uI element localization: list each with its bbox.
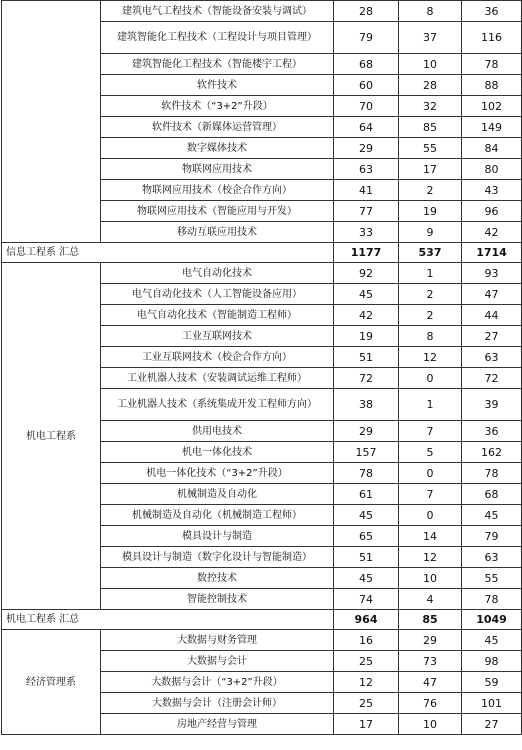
count-total-cell: 45 [462, 505, 522, 526]
count-col2-cell: 12 [399, 347, 462, 368]
count-col1-cell: 28 [334, 1, 399, 22]
count-total-cell: 63 [462, 547, 522, 568]
count-col1-cell: 60 [334, 75, 399, 96]
count-col1-cell: 17 [334, 714, 399, 735]
summary-col2-cell: 85 [399, 610, 462, 630]
count-col1-cell: 41 [334, 180, 399, 201]
count-col1-cell: 45 [334, 284, 399, 305]
count-col2-cell: 4 [399, 589, 462, 610]
major-cell: 建筑智能化工程技术（工程设计与项目管理） [101, 22, 334, 54]
major-cell: 移动互联应用技术 [101, 222, 334, 243]
major-cell: 物联网应用技术 [101, 159, 334, 180]
count-col2-cell: 47 [399, 672, 462, 693]
count-col2-cell: 12 [399, 547, 462, 568]
summary-label-cell: 机电工程系 汇总 [2, 610, 334, 630]
count-col2-cell: 7 [399, 421, 462, 442]
summary-total-cell: 1714 [462, 243, 522, 263]
major-cell: 软件技术（“3+2”升段） [101, 96, 334, 117]
count-total-cell: 78 [462, 54, 522, 75]
summary-row [2, 610, 522, 630]
department-cell: 机电工程系 [2, 263, 101, 610]
count-col1-cell: 64 [334, 117, 399, 138]
major-cell: 电气自动化技术（智能制造工程师） [101, 305, 334, 326]
major-cell: 模具设计与制造（数字化设计与智能制造） [101, 547, 334, 568]
count-col1-cell: 72 [334, 368, 399, 389]
count-total-cell: 47 [462, 284, 522, 305]
count-col1-cell: 68 [334, 54, 399, 75]
count-total-cell: 55 [462, 568, 522, 589]
department-cell: 经济管理系 [2, 630, 101, 735]
count-total-cell: 96 [462, 201, 522, 222]
count-col2-cell: 5 [399, 442, 462, 463]
table-row [2, 263, 522, 284]
count-col1-cell: 12 [334, 672, 399, 693]
count-col1-cell: 157 [334, 442, 399, 463]
major-cell: 大数据与会计（“3+2”升段） [101, 672, 334, 693]
summary-row [2, 243, 522, 263]
major-cell: 房地产经营与管理 [101, 714, 334, 735]
count-col2-cell: 14 [399, 526, 462, 547]
count-col1-cell: 38 [334, 389, 399, 421]
count-col2-cell: 73 [399, 651, 462, 672]
count-col2-cell: 32 [399, 96, 462, 117]
count-col1-cell: 70 [334, 96, 399, 117]
count-col1-cell: 78 [334, 463, 399, 484]
count-total-cell: 45 [462, 630, 522, 651]
major-cell: 工业机器人技术（安装调试运维工程师） [101, 368, 334, 389]
count-col1-cell: 63 [334, 159, 399, 180]
count-total-cell: 63 [462, 347, 522, 368]
count-col2-cell: 1 [399, 389, 462, 421]
count-col2-cell: 17 [399, 159, 462, 180]
count-total-cell: 98 [462, 651, 522, 672]
count-col2-cell: 0 [399, 463, 462, 484]
major-cell: 数字媒体技术 [101, 138, 334, 159]
major-cell: 建筑电气工程技术（智能设备安装与调试） [101, 1, 334, 22]
count-total-cell: 42 [462, 222, 522, 243]
count-total-cell: 116 [462, 22, 522, 54]
count-col1-cell: 19 [334, 326, 399, 347]
table-row [2, 630, 522, 651]
count-total-cell: 39 [462, 389, 522, 421]
count-total-cell: 27 [462, 326, 522, 347]
count-col1-cell: 29 [334, 421, 399, 442]
count-col1-cell: 77 [334, 201, 399, 222]
count-col1-cell: 51 [334, 347, 399, 368]
count-total-cell: 78 [462, 589, 522, 610]
major-cell: 供用电技术 [101, 421, 334, 442]
count-col2-cell: 37 [399, 22, 462, 54]
major-cell: 建筑智能化工程技术（智能楼宇工程） [101, 54, 334, 75]
major-cell: 机电一体化技术 [101, 442, 334, 463]
major-cell: 大数据与会计 [101, 651, 334, 672]
count-total-cell: 78 [462, 463, 522, 484]
count-col2-cell: 85 [399, 117, 462, 138]
major-cell: 工业互联网技术 [101, 326, 334, 347]
count-col2-cell: 28 [399, 75, 462, 96]
count-col1-cell: 74 [334, 589, 399, 610]
major-cell: 数控技术 [101, 568, 334, 589]
count-total-cell: 43 [462, 180, 522, 201]
count-col2-cell: 10 [399, 568, 462, 589]
major-cell: 大数据与财务管理 [101, 630, 334, 651]
major-cell: 物联网应用技术（校企合作方向） [101, 180, 334, 201]
count-total-cell: 59 [462, 672, 522, 693]
count-col1-cell: 33 [334, 222, 399, 243]
major-cell: 软件技术 [101, 75, 334, 96]
department-cell [2, 1, 101, 243]
count-total-cell: 79 [462, 526, 522, 547]
major-cell: 电气自动化技术 [101, 263, 334, 284]
count-col1-cell: 45 [334, 568, 399, 589]
major-cell: 工业互联网技术（校企合作方向） [101, 347, 334, 368]
count-total-cell: 80 [462, 159, 522, 180]
summary-col2-cell: 537 [399, 243, 462, 263]
count-col1-cell: 61 [334, 484, 399, 505]
count-col1-cell: 29 [334, 138, 399, 159]
count-col2-cell: 76 [399, 693, 462, 714]
major-cell: 模具设计与制造 [101, 526, 334, 547]
major-cell: 工业机器人技术（系统集成开发工程师方向） [101, 389, 334, 421]
count-col2-cell: 10 [399, 54, 462, 75]
count-total-cell: 84 [462, 138, 522, 159]
summary-label-cell: 信息工程系 汇总 [2, 243, 334, 263]
summary-col1-cell: 1177 [334, 243, 399, 263]
count-col1-cell: 92 [334, 263, 399, 284]
major-cell: 机电一体化技术（“3+2”升段） [101, 463, 334, 484]
table-body [2, 1, 522, 735]
summary-total-cell: 1049 [462, 610, 522, 630]
major-cell: 电气自动化技术（人工智能设备应用） [101, 284, 334, 305]
count-col2-cell: 9 [399, 222, 462, 243]
count-col2-cell: 19 [399, 201, 462, 222]
major-cell: 软件技术（新媒体运营管理） [101, 117, 334, 138]
count-col1-cell: 51 [334, 547, 399, 568]
count-col1-cell: 25 [334, 693, 399, 714]
count-total-cell: 36 [462, 1, 522, 22]
count-col2-cell: 2 [399, 284, 462, 305]
count-col1-cell: 45 [334, 505, 399, 526]
count-total-cell: 101 [462, 693, 522, 714]
major-cell: 智能控制技术 [101, 589, 334, 610]
count-col2-cell: 1 [399, 263, 462, 284]
count-col2-cell: 7 [399, 484, 462, 505]
count-total-cell: 88 [462, 75, 522, 96]
count-total-cell: 162 [462, 442, 522, 463]
count-total-cell: 44 [462, 305, 522, 326]
major-cell: 大数据与会计（注册会计师） [101, 693, 334, 714]
count-total-cell: 149 [462, 117, 522, 138]
count-col2-cell: 0 [399, 368, 462, 389]
count-total-cell: 36 [462, 421, 522, 442]
enrollment-table [1, 0, 522, 735]
major-cell: 物联网应用技术（智能应用与开发） [101, 201, 334, 222]
count-col2-cell: 2 [399, 180, 462, 201]
count-total-cell: 102 [462, 96, 522, 117]
count-col1-cell: 25 [334, 651, 399, 672]
count-total-cell: 68 [462, 484, 522, 505]
count-col2-cell: 0 [399, 505, 462, 526]
count-col1-cell: 42 [334, 305, 399, 326]
count-col2-cell: 29 [399, 630, 462, 651]
count-col2-cell: 10 [399, 714, 462, 735]
summary-col1-cell: 964 [334, 610, 399, 630]
count-col1-cell: 65 [334, 526, 399, 547]
count-col2-cell: 2 [399, 305, 462, 326]
table-row [2, 1, 522, 22]
count-col2-cell: 8 [399, 1, 462, 22]
major-cell: 机械制造及自动化（机械制造工程师） [101, 505, 334, 526]
count-total-cell: 72 [462, 368, 522, 389]
count-col2-cell: 8 [399, 326, 462, 347]
count-col2-cell: 55 [399, 138, 462, 159]
count-total-cell: 93 [462, 263, 522, 284]
count-col1-cell: 79 [334, 22, 399, 54]
count-col1-cell: 16 [334, 630, 399, 651]
major-cell: 机械制造及自动化 [101, 484, 334, 505]
count-total-cell: 27 [462, 714, 522, 735]
